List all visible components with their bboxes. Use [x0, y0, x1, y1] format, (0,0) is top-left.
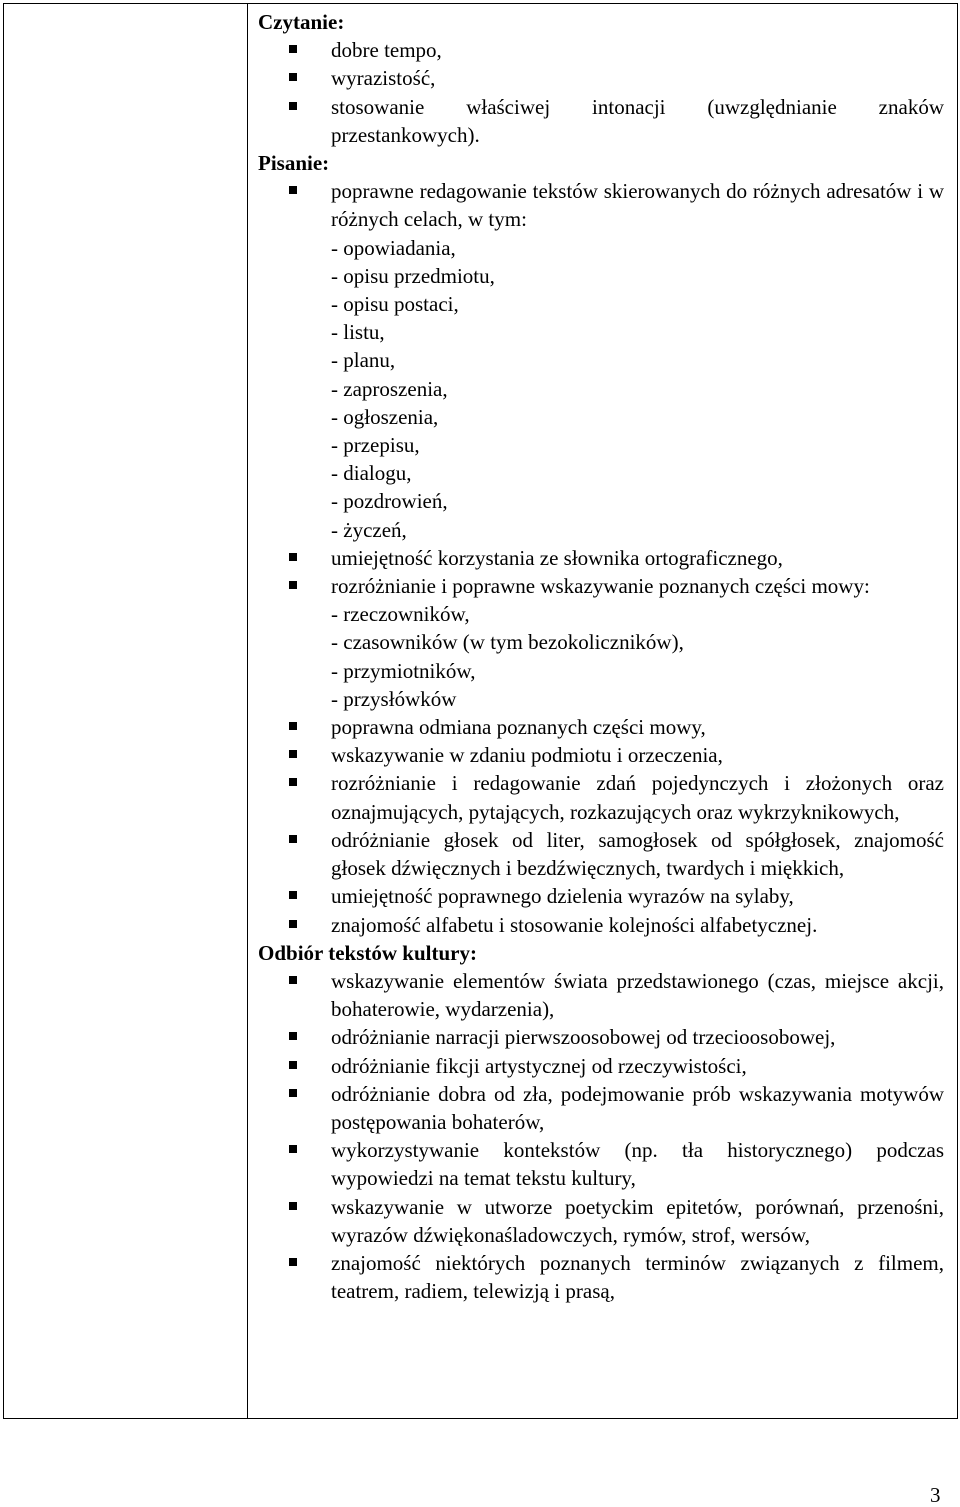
right-content-cell — [248, 4, 957, 1418]
list-item — [258, 1249, 944, 1305]
sub-list-item: - opisu przedmiotu, — [331, 263, 495, 288]
square-bullet-icon — [258, 177, 331, 544]
list-item-text: wskazywanie w utworze poetyckim epitetów, porównań, przenośni, wyrazów dźwiękonaśladowczych, rymów, strof, wersów, — [331, 1194, 944, 1247]
list-item-text: znajomość alfabetu i stosowanie kolejności alfabetycznej. — [331, 912, 818, 937]
list-item-text: poprawna odmiana poznanych części mowy, — [331, 715, 706, 740]
list-item — [258, 64, 944, 92]
square-bullet-icon — [258, 713, 331, 741]
square-bullet-icon — [258, 967, 331, 1023]
square-bullet-icon — [258, 911, 331, 939]
sub-list-item: - opisu postaci, — [331, 292, 459, 317]
square-bullet-icon — [258, 64, 331, 92]
square-bullet-icon — [258, 882, 331, 910]
list-item-text: znajomość niektórych poznanych terminów związanych z filmem, teatrem, radiem, telewizją i prasą, — [331, 1250, 944, 1304]
sub-list-item: - czasowników (w tym bezokoliczników), — [331, 630, 684, 655]
list-item — [258, 544, 944, 572]
sub-list — [331, 234, 944, 544]
list-item-text: stosowanie właściwej intonacji (uwzględnianie znaków przestankowych). — [331, 94, 944, 147]
list-item-text: umiejętność poprawnego dzielenia wyrazów na sylaby, — [331, 884, 794, 909]
square-bullet-icon — [258, 36, 331, 64]
section-czytanie — [258, 8, 944, 149]
content-table — [3, 3, 958, 1419]
sub-list-item: - przysłówków — [331, 686, 457, 711]
square-bullet-icon — [258, 544, 331, 572]
list-item — [258, 572, 944, 713]
section-odbior-tekstow-kultury — [258, 939, 944, 1306]
list-item-text: odróżnianie fikcji artystycznej od rzeczywistości, — [331, 1053, 747, 1078]
list-item — [258, 1193, 944, 1249]
square-bullet-icon — [258, 1023, 331, 1051]
list-item — [258, 1023, 944, 1051]
list-item — [258, 967, 944, 1023]
square-bullet-icon — [258, 1193, 331, 1249]
list-item-text: rozróżnianie i poprawne wskazywanie poznanych części mowy: — [331, 574, 870, 599]
sub-list-item: - zaproszenia, — [331, 376, 448, 401]
list-item-text: wskazywanie w zdaniu podmiotu i orzeczenia, — [331, 743, 723, 768]
square-bullet-icon — [258, 1136, 331, 1192]
list-item-text: wyrazistość, — [331, 66, 436, 91]
sub-list-item: - planu, — [331, 348, 396, 373]
list-item — [258, 826, 944, 882]
sub-list-item: - rzeczowników, — [331, 602, 470, 627]
list-item-text: dobre tempo, — [331, 38, 442, 63]
list-item-text: umiejętność korzystania ze słownika ortograficznego, — [331, 545, 783, 570]
list-item — [258, 177, 944, 544]
list-item-text: odróżnianie głosek od liter, samogłosek od spółgłosek, znajomość głosek dźwięcznych i bezdźwięcznych, twardych i miękkich, — [331, 827, 944, 881]
list-item — [258, 713, 944, 741]
square-bullet-icon — [258, 741, 331, 769]
sub-list-item: - pozdrowień, — [331, 489, 448, 514]
section-pisanie — [258, 149, 944, 939]
sub-list-item: - przymiotników, — [331, 658, 476, 683]
list-item — [258, 741, 944, 769]
list-item — [258, 882, 944, 910]
list-item — [258, 769, 944, 825]
sub-list-item: - przepisu, — [331, 433, 420, 458]
list-item-text: wykorzystywanie kontekstów (np. tła historycznego) podczas wypowiedzi na temat tekstu kultury, — [331, 1138, 944, 1191]
square-bullet-icon — [258, 93, 331, 149]
list-item — [258, 1052, 944, 1080]
sub-list — [331, 600, 944, 713]
list-item-text: wskazywanie elementów świata przedstawionego (czas, miejsce akcji, bohaterowie, wydarzenia), — [331, 968, 944, 1022]
square-bullet-icon — [258, 572, 331, 713]
square-bullet-icon — [258, 769, 331, 825]
sub-list-item: - ogłoszenia, — [331, 404, 439, 429]
square-bullet-icon — [258, 1080, 331, 1136]
left-empty-cell — [4, 4, 248, 1418]
section-heading: Odbiór tekstów kultury: — [258, 940, 477, 965]
section-heading: Pisanie: — [258, 151, 330, 176]
list-item-text: rozróżnianie i redagowanie zdań pojedynczych i złożonych oraz oznajmujących, pytających, rozkazujących oraz wykrzyknikowych, — [331, 771, 944, 824]
list-item-text: odróżnianie dobra od zła, podejmowanie prób wskazywania motywów postępowania bohaterów, — [331, 1081, 944, 1134]
page-number: 3 — [930, 1483, 941, 1507]
square-bullet-icon — [258, 826, 331, 882]
sub-list-item: - listu, — [331, 320, 385, 345]
square-bullet-icon — [258, 1052, 331, 1080]
list-item — [258, 36, 944, 64]
list-item — [258, 1080, 944, 1136]
list-item — [258, 1136, 944, 1192]
list-item-text: odróżnianie narracji pierwszoosobowej od trzecioosobowej, — [331, 1025, 836, 1050]
list-item — [258, 911, 944, 939]
section-heading: Czytanie: — [258, 10, 345, 34]
sub-list-item: - dialogu, — [331, 461, 412, 486]
list-item-text: poprawne redagowanie tekstów skierowanych do różnych adresatów i w różnych celach, w tym: — [331, 179, 944, 232]
square-bullet-icon — [258, 1249, 331, 1305]
list-item — [258, 93, 944, 149]
sub-list-item: - życzeń, — [331, 517, 407, 542]
sub-list-item: - opowiadania, — [331, 235, 456, 260]
